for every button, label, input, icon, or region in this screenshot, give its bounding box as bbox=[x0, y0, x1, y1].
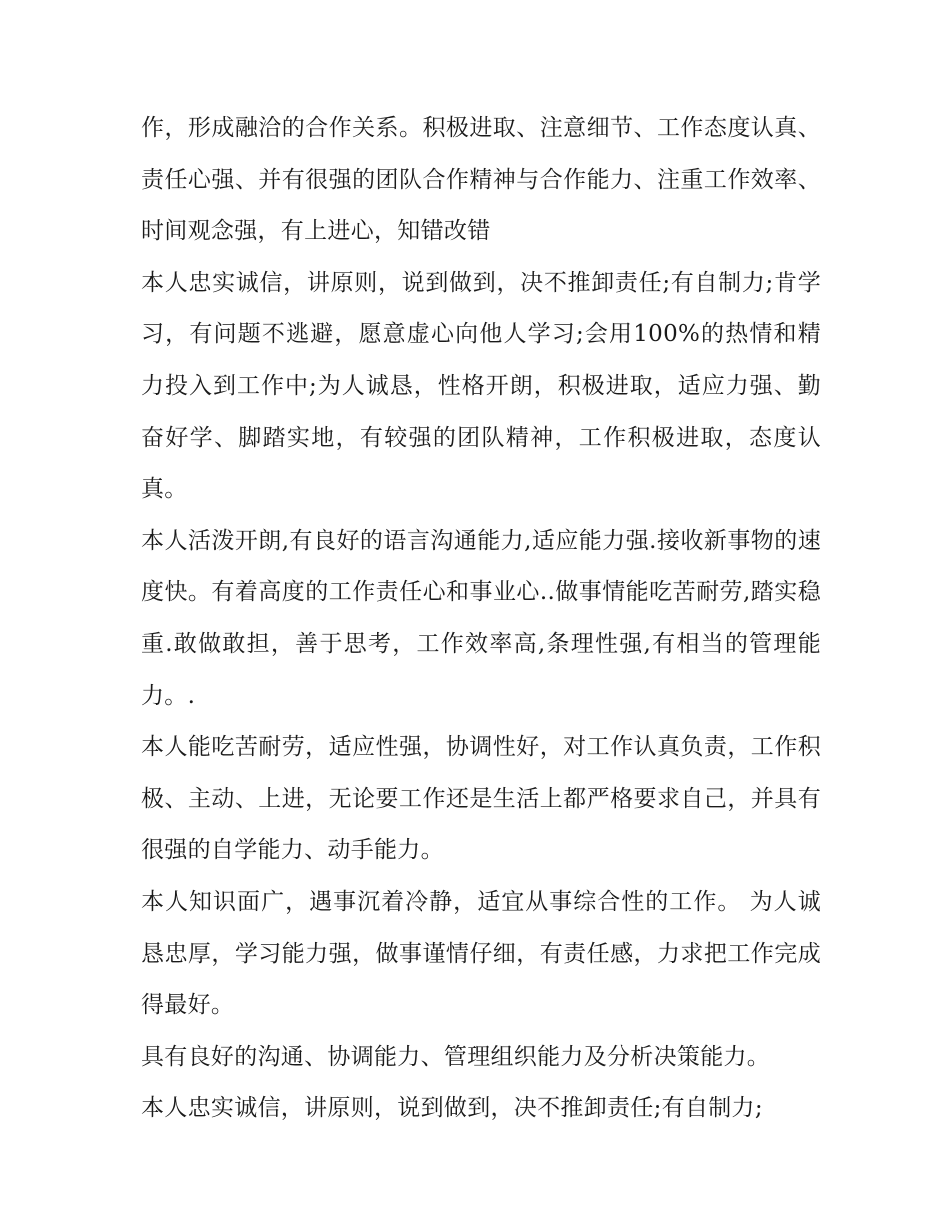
document-body bbox=[141, 103, 821, 1135]
paragraph-5: 本人知识面广，遇事沉着冷静，适宜从事综合性的工作。 为人诚恳忠厚，学习能力强，做事谨情仔细，有责任感，力求把工作完成得最好。 bbox=[141, 888, 821, 1019]
paragraph-4: 本人能吃苦耐劳，适应性强，协调性好，对工作认真负责，工作积极、主动、上进，无论要工作还是生活上都严格要求自己，并具有很强的自学能力、动手能力。 bbox=[141, 734, 821, 864]
paragraph-7: 本人忠实诚信，讲原则，说到做到，决不推卸责任;有自制力; bbox=[141, 1095, 763, 1122]
paragraph-1: 作，形成融洽的合作关系。积极进取、注意细节、工作态度认真、责任心强、并有很强的团队合作精神与合作能力、注重工作效率、时间观念强，有上进心，知错改错 bbox=[141, 115, 821, 245]
paragraph-3: 本人活泼开朗,有良好的语言沟通能力,适应能力强.接收新事物的速度快。有着高度的工作责任心和事业心..做事情能吃苦耐劳,踏实稳重.敢做敢担，善于思考，工作效率高,条理性强,有相当的管理能力。. bbox=[141, 527, 821, 709]
paragraph-6: 具有良好的沟通、协调能力、管理组织能力及分析决策能力。 bbox=[141, 1043, 771, 1070]
paragraph-2: 本人忠实诚信，讲原则，说到做到，决不推卸责任;有自制力;肯学习，有问题不逃避，愿意虚心向他人学习;会用100%的热情和精力投入到工作中;为人诚恳，性格开朗，积极进取，适应力强、勤奋好学、脚踏实地，有较强的团队精神，工作积极进取，态度认真。 bbox=[141, 269, 821, 503]
